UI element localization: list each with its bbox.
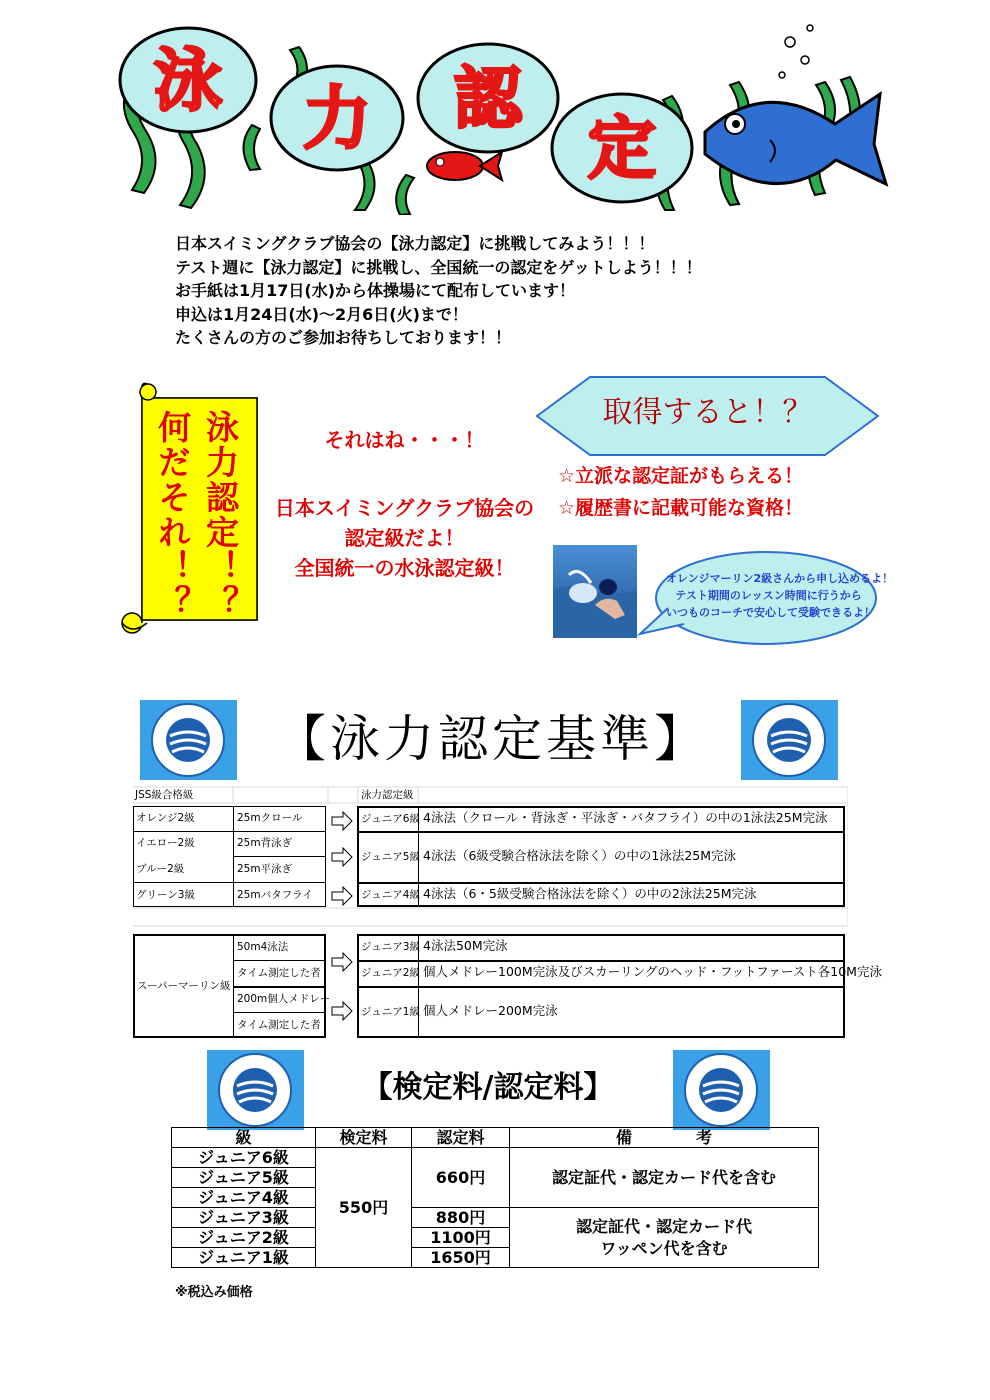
tax-note: ※税込み価格 — [175, 1285, 253, 1300]
jsca-logo-right — [741, 700, 838, 780]
note-line: ワッペン代を含む — [600, 1238, 728, 1258]
bubble-line: テスト期間のレッスン時間に行うから — [675, 589, 862, 602]
grade-cell: ジュニア2級 — [361, 967, 420, 979]
bubble-line: オレンジマーリン2級さんから申し込めるよ！ — [666, 572, 894, 585]
intro-line: たくさんの方のご参加お待ちしております！！ — [175, 328, 512, 347]
grade-cell: ジュニア5級 — [172, 1168, 316, 1188]
intro-line: 日本スイミングクラブ協会の【泳力認定】に挑戦してみよう！！！ — [175, 234, 655, 253]
arrow-icon — [331, 886, 353, 906]
grade-cell: ジュニア6級 — [361, 813, 420, 825]
banner-char-1: 泳 — [153, 42, 223, 121]
level-cell: イエロー2級 — [136, 837, 195, 849]
grade-cell: ジュニア2級 — [172, 1228, 316, 1248]
grade-cell: ジュニア3級 — [361, 941, 420, 953]
banner-char-3: 認 — [453, 60, 523, 139]
blue-fish-icon — [705, 94, 886, 184]
fee-header: 級 — [172, 1128, 316, 1148]
merit-item: ☆履歴書に記載可能な資格！ — [558, 497, 804, 519]
jsca-logo-fee-right — [673, 1050, 770, 1130]
swimmer-photo — [553, 545, 637, 638]
scroll-text-1: 泳力認定！？ — [201, 410, 240, 620]
cert-fee-cell: 1100円 — [412, 1228, 510, 1248]
arrow-icon — [331, 1001, 353, 1021]
banner-char-4: 定 — [587, 110, 657, 189]
intro-line: お手紙は1月17日(水)から体操場にて配布しています！ — [175, 281, 576, 300]
fee-title: 【検定料/認定料】 — [362, 1070, 614, 1105]
group2-label: スーパーマーリン級 — [137, 980, 231, 992]
intro-line: 申込は1月24日(水)～2月6日(火)まで！ — [175, 304, 468, 324]
table-row — [172, 1128, 819, 1148]
desc-cell: 4泳法（クロール・背泳ぎ・平泳ぎ・バタフライ）の中の1泳法25M完泳 — [423, 810, 828, 825]
yellow-scroll — [120, 378, 270, 640]
desc-cell: 4泳法（6級受験合格泳法を除く）の中の1泳法25M完泳 — [423, 848, 737, 863]
grade-cell: ジュニア4級 — [172, 1188, 316, 1208]
criteria-table — [133, 786, 882, 1040]
arrow-icon — [331, 952, 353, 972]
speech-bubble — [636, 548, 894, 660]
title-banner-illustration — [110, 20, 890, 215]
cert-fee-cell: 880円 — [412, 1208, 510, 1228]
right-header: 泳力認定級 — [361, 789, 414, 801]
grade-cell: ジュニア1級 — [172, 1248, 316, 1268]
fee-table — [171, 1127, 819, 1268]
jsca-logo-left — [140, 700, 237, 780]
grade-cell: ジュニア6級 — [172, 1148, 316, 1168]
note-cell — [510, 1208, 819, 1268]
merits-banner — [535, 375, 880, 457]
desc-cell: 個人メドレー100M完泳及びスカーリングのヘッド・フットファースト各10M完泳 — [423, 964, 882, 979]
grade-cell: ジュニア4級 — [361, 889, 420, 901]
arrow-icon — [331, 811, 353, 831]
jsca-logo-fee-left — [207, 1050, 304, 1130]
banner-char-2: 力 — [302, 80, 372, 159]
fee-header: 備 考 — [510, 1128, 819, 1148]
table-row — [172, 1148, 819, 1168]
level-cell: ブルー2級 — [136, 863, 185, 875]
intro-text — [175, 232, 875, 350]
req-cell: タイム測定した者 — [237, 967, 321, 979]
merits-list — [558, 460, 888, 524]
table-row — [172, 1208, 819, 1228]
grade-cell: ジュニア1級 — [361, 1006, 420, 1018]
bubble-line: いつものコーチで安心して受験できるよ！ — [666, 606, 875, 619]
exam-fee-cell: 550円 — [316, 1148, 412, 1268]
scroll-text-2: 何だそれ！？ — [153, 410, 192, 620]
intro-line: テスト週に【泳力認定】に挑戦し、全国統一の認定をゲットしよう！！！ — [175, 257, 702, 277]
arrow-icon — [331, 847, 353, 867]
level-cell: オレンジ2級 — [136, 812, 195, 824]
red-fish-icon — [427, 152, 502, 180]
explanation-line: 日本スイミングクラブ協会の — [274, 496, 535, 520]
explanation-line: 認定級だよ！ — [344, 526, 465, 550]
req-cell: 50m4泳法 — [237, 941, 289, 953]
explanation-question: それはね・・・！ — [324, 428, 485, 452]
req-cell: 25m背泳ぎ — [237, 837, 293, 849]
req-cell: 25mクロール — [237, 812, 303, 824]
explanation-line: 全国統一の水泳認定級！ — [294, 556, 515, 580]
merits-banner-label: 取得すると！？ — [602, 395, 813, 430]
req-cell: タイム測定した者 — [237, 1019, 321, 1031]
req-cell: 200m個人メドレー — [237, 993, 331, 1005]
grade-cell: ジュニア5級 — [361, 851, 420, 863]
criteria-title: 【泳力認定基準】 — [276, 710, 708, 768]
desc-cell: 4泳法50M完泳 — [423, 938, 508, 953]
explanation-text — [262, 425, 547, 583]
req-cell: 25m平泳ぎ — [237, 863, 293, 875]
req-cell: 25mバタフライ — [237, 889, 313, 901]
left-header: JSS級合格級 — [135, 789, 194, 801]
cert-fee-cell: 1650円 — [412, 1248, 510, 1268]
cert-fee-cell: 660円 — [412, 1148, 510, 1208]
desc-cell: 4泳法（6・5級受験合格泳法を除く）の中の2泳法25M完泳 — [423, 886, 757, 901]
grade-cell: ジュニア3級 — [172, 1208, 316, 1228]
desc-cell: 個人メドレー200M完泳 — [423, 1003, 558, 1018]
fee-header: 認定料 — [412, 1128, 510, 1148]
note-cell: 認定証代・認定カード代を含む — [510, 1148, 819, 1208]
merit-item: ☆立派な認定証がもらえる！ — [558, 465, 804, 487]
fee-header: 検定料 — [316, 1128, 412, 1148]
level-cell: グリーン3級 — [136, 889, 195, 901]
note-line: 認定証代・認定カード代 — [575, 1216, 752, 1236]
